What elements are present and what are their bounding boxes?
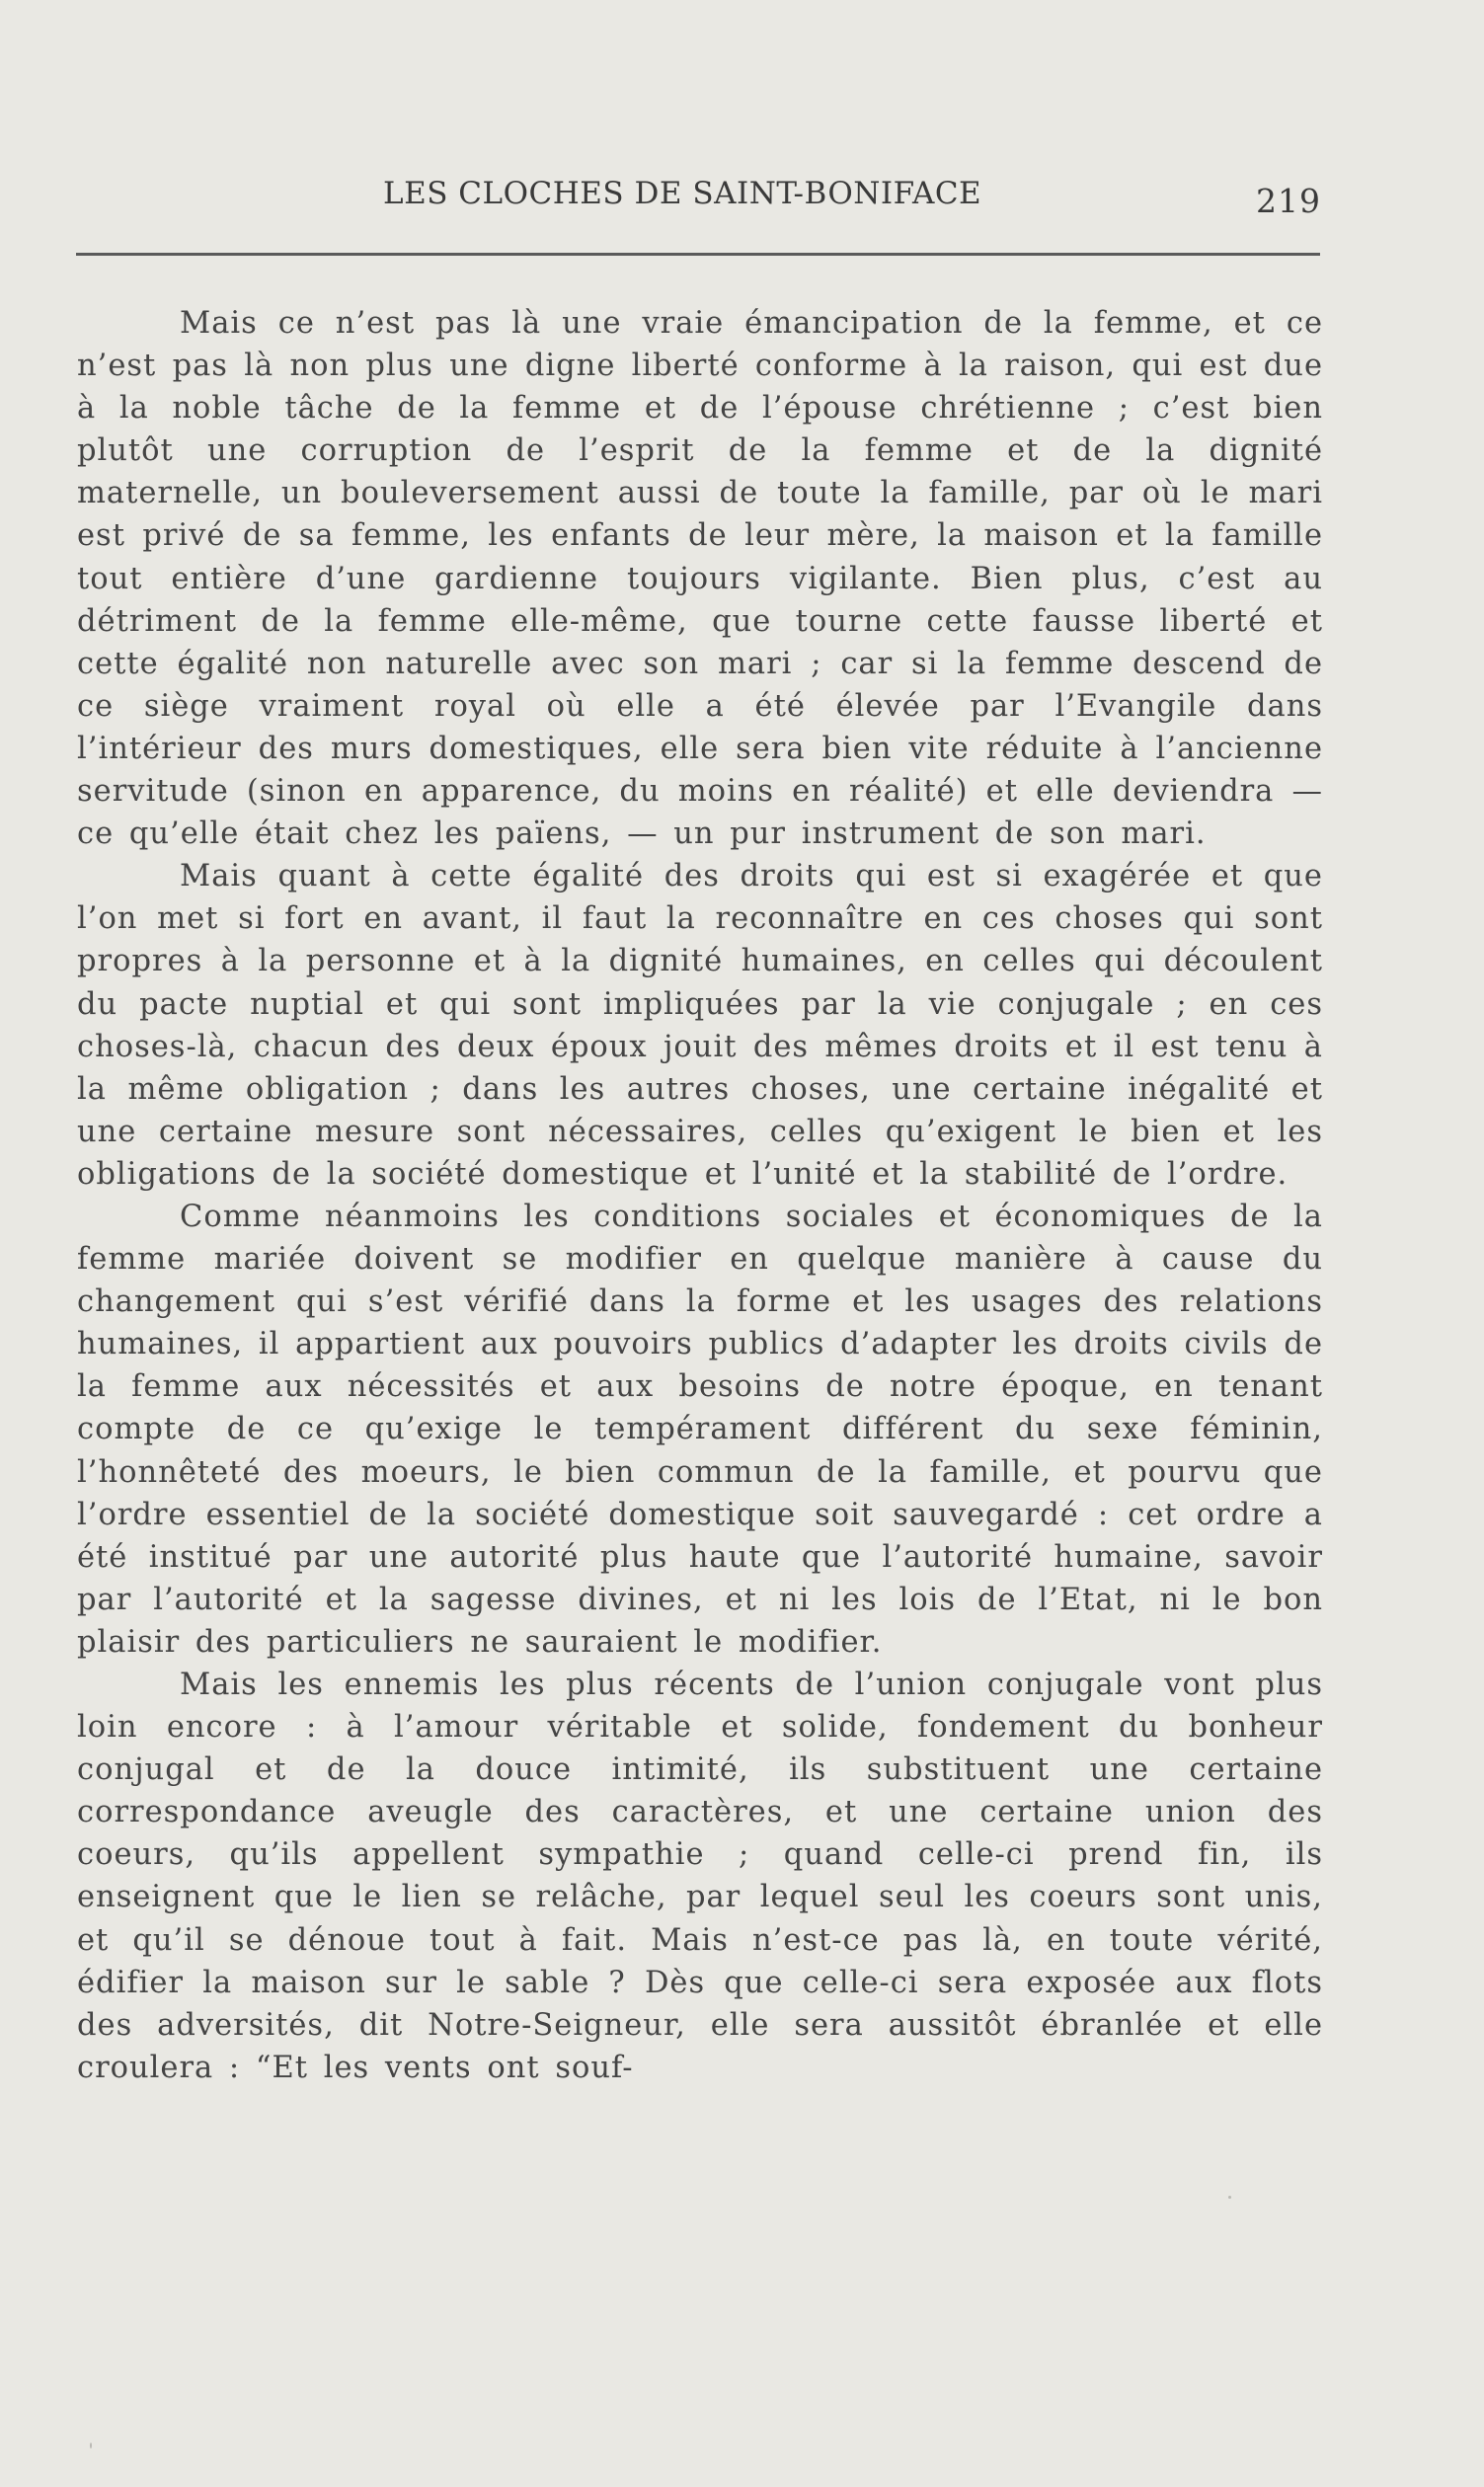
paragraph: Mais les ennemis les plus récents de l’union conjugale vont plus loin encore : à l’amour véritable et solide, fondement du bonheur conjugal et de la douce intimité, ils substituent une certaine correspondance aveugle des caractères, et une certaine union des coeurs, qu’ils appellent sympathie ; quand celle-ci prend fin, ils enseignent que le lien se relâche, par lequel seul les coeurs sont unis, et qu’il se dénoue tout à fait. Mais n’est-ce pas là, en toute vérité, édifier la maison sur le sable ? Dès que celle-ci sera exposée aux flots des adversités, dit Notre-Seigneur, elle sera aussitôt ébranlée et elle croulera : “Et les vents ont souf-: [77, 1668, 1323, 2085]
running-head: [0, 176, 1484, 225]
running-title: LES CLOCHES DE SAINT-BONIFACE: [383, 176, 982, 211]
paragraph: Mais ce n’est pas là une vraie émancipation de la femme, et ce n’est pas là non plus une digne liberté conforme à la raison, qui est due à la noble tâche de la femme et de l’épouse chrétienne ; c’est bien plutôt une corruption de l’esprit de la femme et de la dignité maternelle, un bouleversement aussi de toute la famille, par où le mari est privé de sa femme, les enfants de leur mère, la maison et la famille tout entière d’une gardienne toujours vigilante. Bien plus, c’est au détriment de la femme elle-même, que tourne cette fausse liberté et cette égalité non naturelle avec son mari ; car si la femme descend de ce siège vraiment royal où elle a été élevée par l’Evangile dans l’intérieur des murs domestiques, elle sera bien vite réduite à l’ancienne servitude (sinon en apparence, du moins en réalité) et elle deviendra — ce qu’elle était chez les païens, — un pur instrument de son mari.: [77, 306, 1323, 852]
page-number: 219: [1256, 182, 1321, 220]
paper-speck: [90, 2443, 92, 2448]
body-text: [77, 302, 1323, 2089]
header-rule: [76, 253, 1320, 256]
paragraph: Mais quant à cette égalité des droits qui est si exagérée et que l’on met si fort en avant, il faut la reconnaître en ces choses qui sont propres à la personne et à la dignité humaines, en celles qui découlent du pacte nuptial et qui sont impliquées par la vie conjugale ; en ces choses-là, chacun des deux époux jouit des mêmes droits et il est tenu à la même obligation ; dans les autres choses, une certaine inégalité et une certaine mesure sont nécessaires, celles qu’exigent le bien et les obligations de la société domestique et l’unité et la stabilité de l’ordre.: [77, 859, 1323, 1192]
paragraph: Comme néanmoins les conditions sociales et économiques de la femme mariée doivent se modifier en quelque manière à cause du changement qui s’est vérifié dans la forme et les usages des relations humaines, il appartient aux pouvoirs publics d’adapter les droits civils de la femme aux nécessités et aux besoins de notre époque, en tenant compte de ce qu’exige le tempérament différent du sexe féminin, l’honnêteté des moeurs, le bien commun de la famille, et pourvu que l’ordre essentiel de la société domestique soit sauvegardé : cet ordre a été institué par une autorité plus haute que l’autorité humaine, savoir par l’autorité et la sagesse divines, et ni les lois de l’Etat, ni le bon plaisir des particuliers ne sauraient le modifier.: [77, 1199, 1323, 1660]
paper-speck: [1228, 2196, 1231, 2199]
